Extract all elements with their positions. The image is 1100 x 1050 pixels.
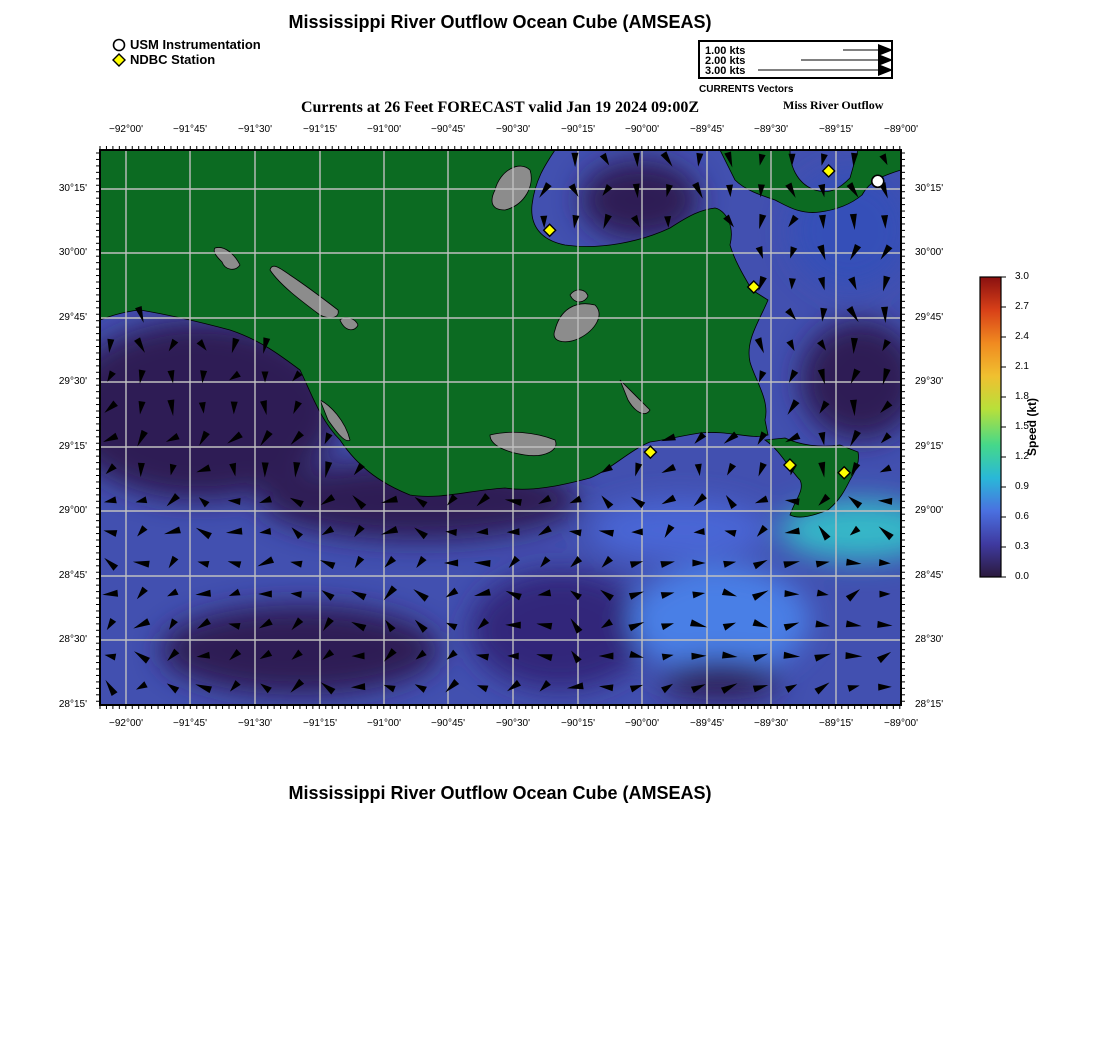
lat-tick-label: 29°15': [58, 441, 87, 452]
lat-tick-label: 29°45': [915, 312, 944, 323]
lat-tick-label: 29°45': [58, 312, 87, 323]
vector-key-2kt: 2.00 kts: [705, 55, 746, 67]
lon-tick-label: −90°15': [561, 718, 595, 729]
colorbar-tick-label: 1.8: [1015, 391, 1029, 402]
lon-tick-label: −89°15': [819, 124, 853, 135]
colorbar-tick-label: 0.3: [1015, 541, 1029, 552]
legend-ndbc-label: NDBC Station: [130, 52, 216, 67]
lat-tick-label: 29°15': [915, 441, 944, 452]
lat-tick-label: 30°00': [58, 247, 87, 258]
colorbar-tick-label: 1.5: [1015, 421, 1029, 432]
lon-tick-label: −91°15': [303, 718, 337, 729]
lat-tick-label: 28°45': [58, 570, 87, 581]
colorbar-tick-label: 0.6: [1015, 511, 1029, 522]
colorbar-tick-label: 2.4: [1015, 331, 1029, 342]
lon-tick-label: −91°45': [173, 124, 207, 135]
lon-tick-label: −91°45': [173, 718, 207, 729]
map-title: Mississippi River Outflow Ocean Cube (AMSEAS): [288, 12, 712, 32]
lon-tick-label: −90°00': [625, 124, 659, 135]
colorbar-tick-label: 3.0: [1015, 271, 1029, 282]
colorbar-tick-label: 2.7: [1015, 301, 1029, 312]
lon-tick-label: −91°00': [367, 718, 401, 729]
lat-tick-label: 28°45': [915, 570, 944, 581]
colorbar-label: Speed (kt): [1025, 397, 1040, 457]
lat-tick-label: 28°30': [915, 634, 944, 645]
usm-station-marker[interactable]: [872, 175, 884, 187]
vector-key-1kt: 1.00 kts: [705, 45, 746, 57]
legend-usm-label: USM Instrumentation: [130, 37, 261, 52]
lon-tick-label: −92°00': [109, 718, 143, 729]
lon-tick-label: −89°15': [819, 718, 853, 729]
lon-tick-label: −89°45': [690, 718, 724, 729]
lat-tick-label: 30°15': [915, 183, 944, 194]
lon-tick-label: −89°00': [884, 718, 918, 729]
colorbar-tick-label: 2.1: [1015, 361, 1029, 372]
map-title-bottom: Mississippi River Outflow Ocean Cube (AMSEAS): [288, 783, 712, 803]
lat-tick-label: 29°00': [58, 505, 87, 516]
lon-tick-label: −91°00': [367, 124, 401, 135]
lat-tick-label: 29°00': [915, 505, 944, 516]
colorbar-tick-label: 0.9: [1015, 481, 1029, 492]
lon-tick-label: −90°30': [496, 124, 530, 135]
vector-key-caption: CURRENTS Vectors: [699, 84, 794, 95]
colorbar-ticks: [1001, 277, 1006, 577]
lon-tick-label: −90°45': [431, 718, 465, 729]
lon-tick-label: −92°00': [109, 124, 143, 135]
lat-tick-label: 30°15': [58, 183, 87, 194]
lon-tick-label: −89°30': [754, 124, 788, 135]
lon-tick-label: −90°30': [496, 718, 530, 729]
lon-tick-label: −89°30': [754, 718, 788, 729]
lon-tick-label: −90°00': [625, 718, 659, 729]
lat-tick-label: 29°30': [58, 376, 87, 387]
lon-tick-label: −89°00': [884, 124, 918, 135]
colorbar: [980, 277, 1001, 577]
lat-tick-label: 28°30': [58, 634, 87, 645]
lon-tick-label: −89°45': [690, 124, 724, 135]
map-field: [60, 150, 940, 705]
lon-tick-label: −90°45': [431, 124, 465, 135]
lon-tick-label: −91°30': [238, 718, 272, 729]
lon-tick-label: −91°15': [303, 124, 337, 135]
lat-tick-label: 28°15': [915, 699, 944, 710]
colorbar-tick-label: 0.0: [1015, 571, 1029, 582]
lat-tick-label: 29°30': [915, 376, 944, 387]
vector-key-3kt: 3.00 kts: [705, 65, 746, 77]
colorbar-tick-label: 1.2: [1015, 451, 1029, 462]
lat-tick-label: 28°15': [58, 699, 87, 710]
region-label: Miss River Outflow: [783, 98, 884, 112]
lon-tick-label: −90°15': [561, 124, 595, 135]
lat-tick-label: 30°00': [915, 247, 944, 258]
forecast-subtitle: Currents at 26 Feet FORECAST valid Jan 19 2024 09:00Z: [300, 99, 700, 116]
lon-tick-label: −91°30': [238, 124, 272, 135]
